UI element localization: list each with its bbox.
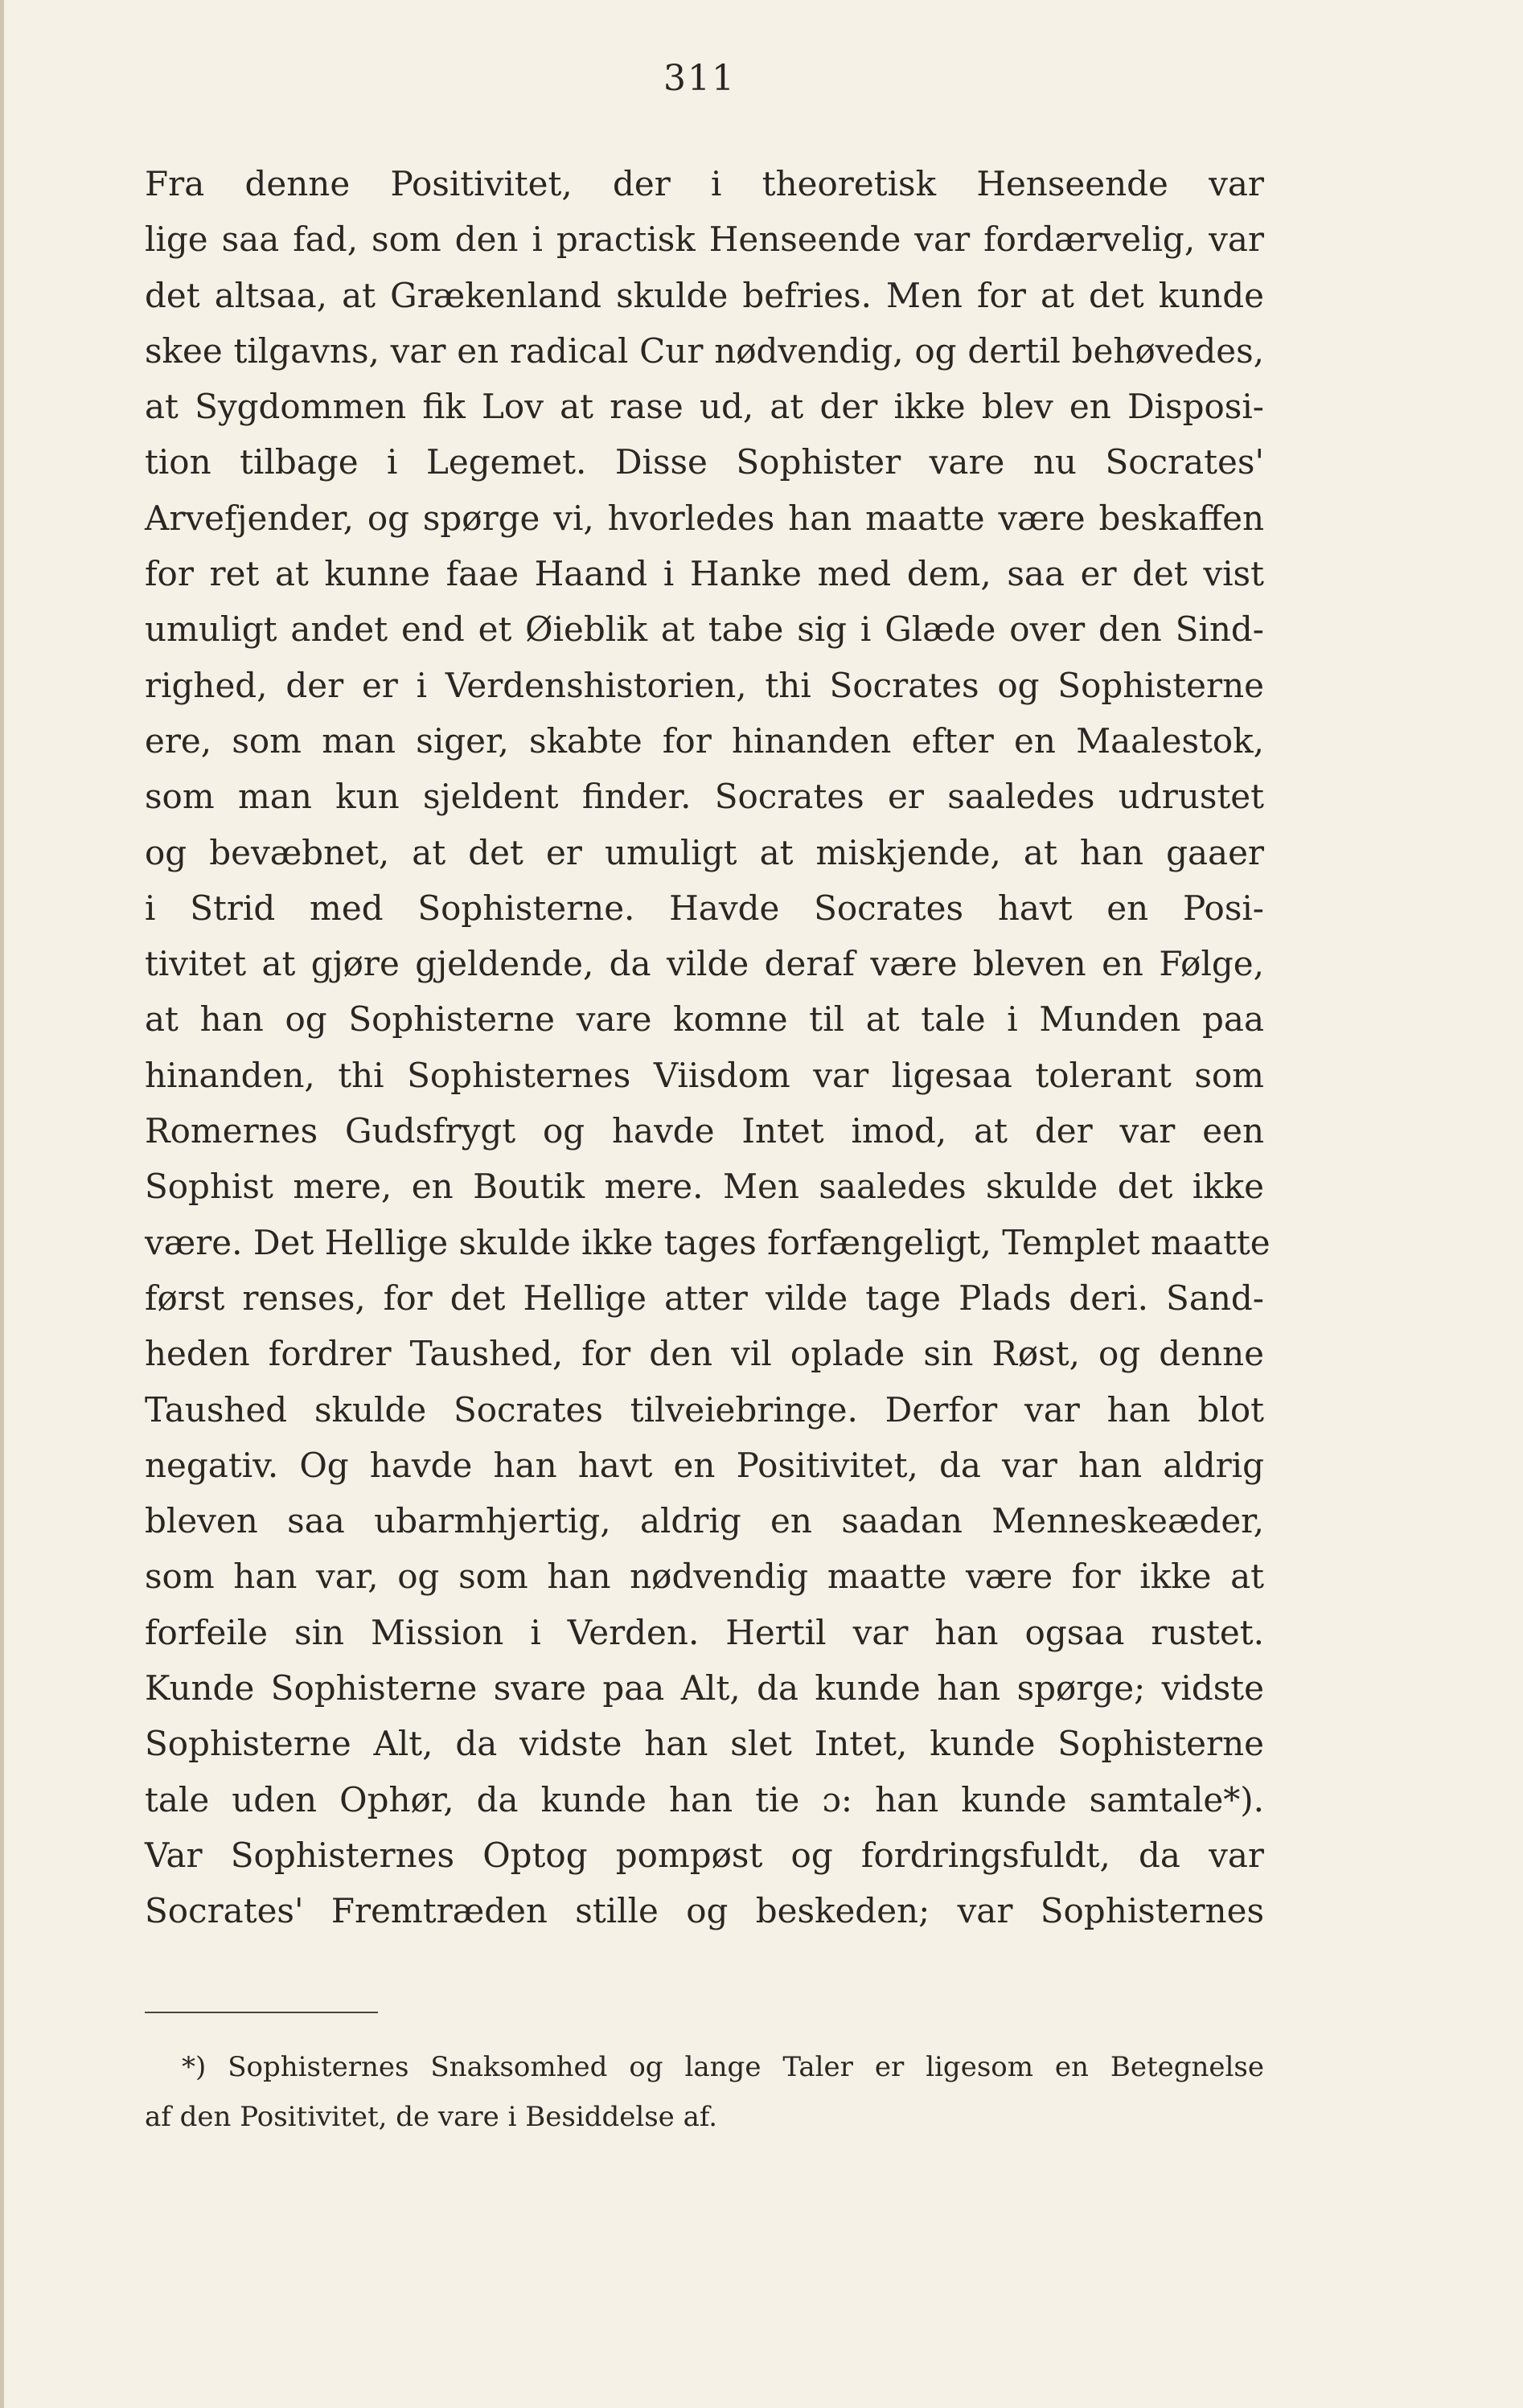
text-line: heden fordrer Taushed, for den vil oplade sin Røst, og denne bbox=[145, 1334, 1264, 1374]
text-line: ere, som man siger, skabte for hinanden efter en Maalestok, bbox=[145, 720, 1264, 761]
text-line: umuligt andet end et Øieblik at tabe sig i Glæde over den Sind- bbox=[145, 609, 1264, 650]
text-line: som han var, og som han nødvendig maatte være for ikke at bbox=[145, 1557, 1264, 1597]
text-line: som man kun sjeldent finder. Socrates er saaledes udrustet bbox=[145, 777, 1264, 817]
footnote bbox=[145, 2042, 1264, 2142]
footnote-divider bbox=[145, 2012, 378, 2013]
text-line: først renses, for det Hellige atter vilde tage Plads deri. Sand- bbox=[145, 1278, 1264, 1318]
text-line: lige saa fad, som den i practisk Henseende var fordærvelig, var bbox=[145, 219, 1264, 260]
text-line: i Strid med Sophisterne. Havde Socrates havt en Posi- bbox=[145, 888, 1264, 928]
text-line: Sophisterne Alt, da vidste han slet Intet, kunde Sophisterne bbox=[145, 1724, 1264, 1764]
text-line: Taushed skulde Socrates tilveiebringe. Derfor var han blot bbox=[145, 1389, 1264, 1430]
text-line: Romernes Gudsfrygt og havde Intet imod, at der var een bbox=[145, 1111, 1264, 1151]
text-line: Var Sophisternes Optog pompøst og fordringsfuldt, da var bbox=[145, 1835, 1264, 1875]
text-line: Arvefjender, og spørge vi, hvorledes han maatte være beskaffen bbox=[145, 498, 1264, 538]
text-line: bleven saa ubarmhjertig, aldrig en saadan Menneskeæder, bbox=[145, 1501, 1264, 1541]
text-line: forfeile sin Mission i Verden. Hertil var han ogsaa rustet. bbox=[145, 1612, 1264, 1652]
text-line: tivitet at gjøre gjeldende, da vilde deraf være bleven en Følge, bbox=[145, 944, 1264, 984]
footnote-line: af den Positivitet, de vare i Besiddelse af. bbox=[145, 2101, 718, 2133]
text-line: og bevæbnet, at det er umuligt at miskjende, at han gaaer bbox=[145, 832, 1264, 872]
text-line: at han og Sophisterne vare komne til at tale i Munden paa bbox=[145, 999, 1264, 1040]
text-line: Socrates' Fremtræden stille og beskeden; var Sophisternes bbox=[145, 1891, 1264, 1931]
text-line: hinanden, thi Sophisternes Viisdom var ligesaa tolerant som bbox=[145, 1055, 1264, 1095]
body-text bbox=[145, 156, 1271, 1939]
text-line: righed, der er i Verdenshistorien, thi Socrates og Sophisterne bbox=[145, 665, 1264, 705]
text-line: Sophist mere, en Boutik mere. Men saaledes skulde det ikke bbox=[145, 1167, 1264, 1207]
text-line: skee tilgavns, var en radical Cur nødvendig, og dertil behøvedes, bbox=[145, 330, 1264, 371]
text-line: Kunde Sophisterne svare paa Alt, da kunde han spørge; vidste bbox=[145, 1668, 1264, 1709]
text-line: det altsaa, at Grækenland skulde befries. Men for at det kunde bbox=[145, 275, 1264, 315]
page-number: 311 bbox=[663, 58, 736, 99]
text-line: være. Det Hellige skulde ikke tages forfængeligt, Templet maatte bbox=[145, 1222, 1271, 1262]
text-line: tale uden Ophør, da kunde han tie ɔ: han kunde samtale*). bbox=[145, 1779, 1264, 1819]
text-line: tion tilbage i Legemet. Disse Sophister vare nu Socrates' bbox=[145, 442, 1264, 482]
text-line: negativ. Og havde han havt en Positivitet, da var han aldrig bbox=[145, 1445, 1264, 1485]
text-line: for ret at kunne faae Haand i Hanke med dem, saa er det vist bbox=[145, 554, 1264, 594]
text-line: at Sygdommen fik Lov at rase ud, at der ikke blev en Disposi- bbox=[145, 387, 1264, 427]
footnote-line: *) Sophisternes Snaksomhed og lange Taler er ligesom en Betegnelse bbox=[182, 2051, 1264, 2083]
text-line: Fra denne Positivitet, der i theoretisk Henseende var bbox=[145, 164, 1264, 203]
page-edge bbox=[0, 0, 4, 2408]
